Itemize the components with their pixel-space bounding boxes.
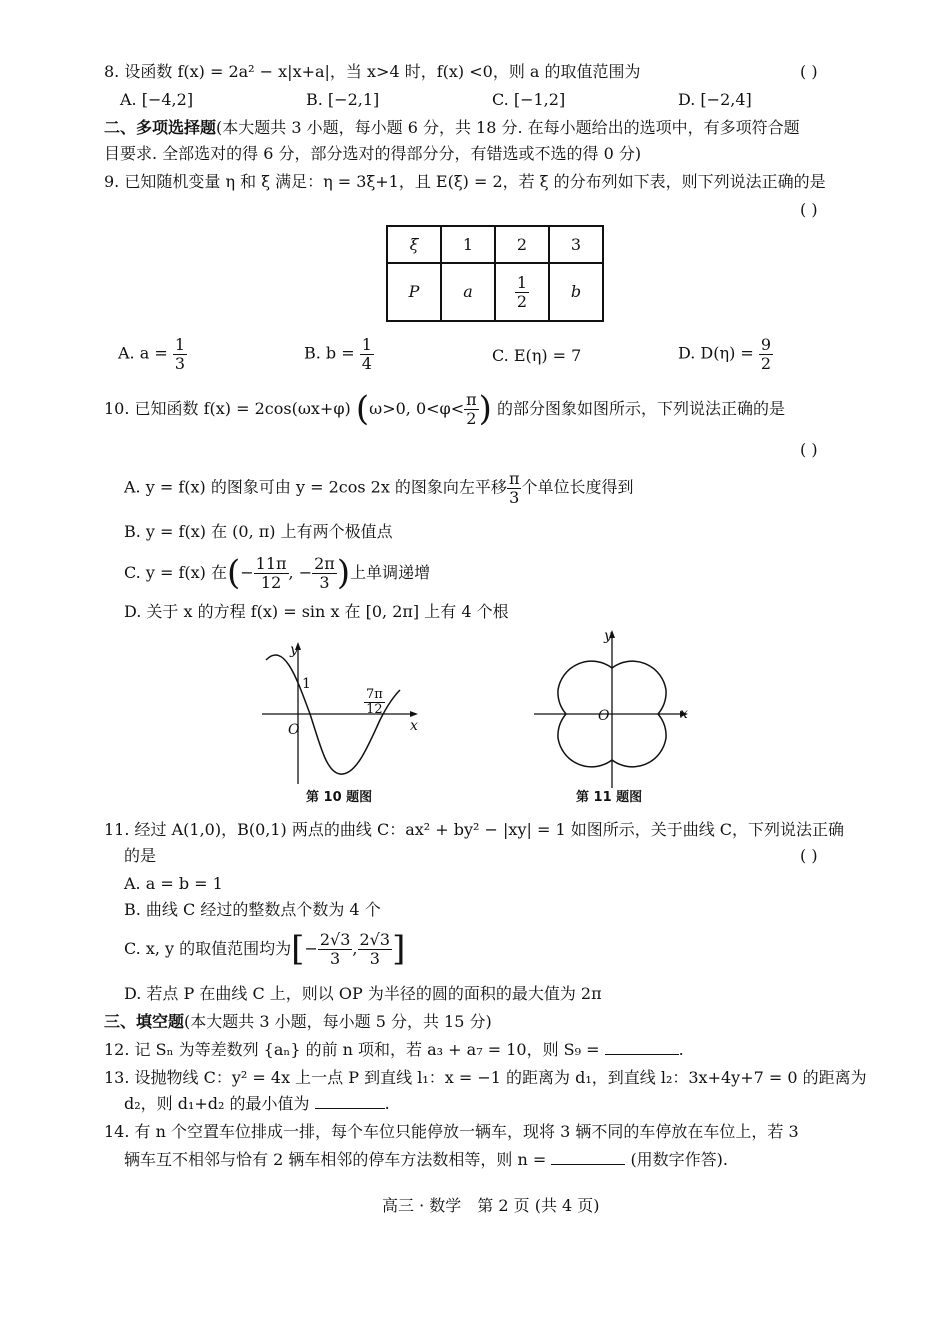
- q10-optC-d2: 3: [319, 572, 330, 592]
- fig11-caption: 第 11 题图: [576, 790, 643, 805]
- fig10-origin: O: [288, 722, 300, 738]
- table-header-3: 3: [549, 226, 603, 263]
- q10-stem: [104, 388, 785, 431]
- q10-stem-post: 的部分图象如图所示，下列说法正确的是: [497, 398, 786, 418]
- q11-optC-n1: 2√3: [319, 930, 351, 950]
- bracket-right: ]: [392, 929, 406, 969]
- bracket-left: [: [291, 929, 305, 969]
- q10-optA-pre: A. y = f(x) 的图象可由 y = 2cos 2x 的图象向左平移: [124, 477, 507, 497]
- figure-10-graph: [262, 642, 422, 792]
- figure-11-graph: [534, 628, 704, 788]
- q10-cond-pre: ω>0, 0<φ<: [369, 398, 465, 418]
- q9-stem: 9. 已知随机变量 η 和 ξ 满足：η = 3ξ+1，且 E(ξ) = 2，若 ξ 的分布列如下表，则下列说法正确的是: [104, 172, 826, 191]
- fig10-x-arrow: [410, 711, 418, 717]
- q9-optA-den: 3: [174, 353, 186, 373]
- table-cell-b: b: [549, 263, 603, 321]
- q14-answer-blank[interactable]: [551, 1164, 625, 1165]
- q14-line-2: [124, 1150, 728, 1170]
- q12-answer-blank[interactable]: [605, 1054, 679, 1055]
- page-footer: 高三 · 数学 第 2 页 (共 4 页): [382, 1196, 600, 1215]
- q10-optA-post: 个单位长度得到: [521, 477, 634, 497]
- half-den: 2: [516, 291, 528, 311]
- q14-line-2-post: (用数字作答).: [630, 1150, 729, 1169]
- fig11-y-label: y: [604, 628, 612, 644]
- q9-option-c: C. E(η) = 7: [492, 346, 582, 365]
- q9-option-d: [678, 336, 773, 372]
- q10-option-b: B. y = f(x) 在 (0, π) 上有两个极值点: [124, 522, 393, 541]
- q9-optB-num: 1: [361, 335, 372, 354]
- q11-option-a: A. a = b = 1: [124, 874, 223, 893]
- q9-optD-num: 9: [760, 335, 772, 354]
- q10-optC-n1: 11π: [255, 554, 287, 574]
- q13-answer-blank[interactable]: [315, 1108, 385, 1109]
- q8-option-d: D. [−2,4]: [678, 90, 752, 109]
- q11-optC-n2: 2√3: [359, 930, 391, 950]
- q14-line-2-pre: 辆车互不相邻与恰有 2 辆车相邻的停车方法数相等，则 n =: [124, 1150, 547, 1169]
- q8-option-a: A. [−4,2]: [120, 90, 194, 109]
- q9-answer-paren: ( ): [800, 200, 818, 219]
- table-cell-p: P: [387, 263, 441, 321]
- q13-line-2-text: d₂，则 d₁+d₂ 的最小值为: [124, 1094, 310, 1113]
- q12-text: 12. 记 Sₙ 为等差数列 {aₙ} 的前 n 项和，若 a₃ + a₇ = 10，则 S₉ =: [104, 1040, 600, 1059]
- fig11-origin: O: [598, 708, 610, 724]
- q10-optA-den: 3: [509, 487, 520, 507]
- fig10-tick: [364, 688, 385, 718]
- q13-line-2: [124, 1094, 390, 1114]
- paren-left: (: [355, 389, 370, 429]
- q11-optC-pre: C. x, y 的取值范围均为: [124, 938, 292, 958]
- q9-optA-pre: A. a =: [118, 343, 168, 363]
- q14-line-1: 14. 有 n 个空置车位排成一排，每个车位只能停放一辆车，现将 3 辆不同的车停放在车位上，若 3: [104, 1122, 799, 1141]
- q10-optC-d1: 12: [260, 572, 282, 592]
- q11-optC-d2: 3: [369, 948, 380, 968]
- q11-optC-d1: 3: [330, 948, 341, 968]
- q8-answer-paren: ( ): [800, 62, 818, 81]
- q10-optC-post: 上单调递增: [350, 562, 431, 582]
- q8-option-b: B. [−2,1]: [306, 90, 380, 109]
- q10-optC-n2: 2π: [314, 554, 335, 574]
- q11-stem-1: 11. 经过 A(1,0)，B(0,1) 两点的曲线 C：ax² + by² − |xy| = 1 如图所示，关于曲线 C，下列说法正确: [104, 820, 845, 839]
- q11-option-c: [124, 928, 405, 971]
- fig11-x-label: x: [680, 706, 688, 722]
- q9-optB-den: 4: [361, 353, 372, 373]
- q10-option-c: [124, 552, 430, 595]
- q10-option-a: [124, 470, 633, 506]
- fig10-x-label: x: [410, 718, 418, 734]
- section3-desc: (本大题共 3 小题，每小题 5 分，共 15 分): [184, 1012, 492, 1031]
- q10-cond-den: 2: [466, 408, 477, 428]
- q11-option-d: D. 若点 P 在曲线 C 上，则以 OP 为半径的圆的面积的最大值为 2π: [124, 984, 602, 1003]
- table-cell-half: [495, 263, 549, 321]
- table-header-1: 1: [441, 226, 495, 263]
- q13-line-1: 13. 设抛物线 C：y² = 4x 上一点 P 到直线 l₁：x = −1 的距离为 d₁，到直线 l₂：3x+4y+7 = 0 的距离为: [104, 1068, 867, 1087]
- section3-title: 三、填空题: [104, 1012, 185, 1031]
- paren-left: (: [226, 553, 241, 593]
- fig10-one-label: 1: [302, 676, 311, 692]
- q10-option-d: D. 关于 x 的方程 f(x) = sin x 在 [0, 2π] 上有 4 个根: [124, 602, 509, 621]
- q10-optC-comma: , −: [288, 562, 313, 582]
- q10-optA-num: π: [508, 469, 520, 488]
- section2-desc-1: (本大题共 3 小题，每小题 6 分，共 18 分. 在每小题给出的选项中，有多项符合题: [216, 118, 800, 137]
- q9-optD-den: 2: [760, 353, 772, 373]
- fig10-y-label: y: [290, 642, 298, 658]
- q11-optC-comma: ,: [352, 938, 358, 958]
- distribution-table: [386, 225, 604, 322]
- q9-option-b: [304, 336, 374, 372]
- section2-desc-2: 目要求. 全部选对的得 6 分，部分选对的得部分分，有错选或不选的得 0 分): [104, 144, 642, 163]
- half-num: 1: [516, 272, 528, 292]
- fig10-caption: 第 10 题图: [306, 790, 373, 805]
- q12-end: .: [678, 1040, 684, 1059]
- q9-optB-pre: B. b =: [304, 343, 355, 363]
- q9-option-a: [118, 336, 187, 372]
- table-header-2: 2: [495, 226, 549, 263]
- q10-answer-paren: ( ): [800, 440, 818, 459]
- table-header-xi: ξ: [387, 226, 441, 263]
- q11-answer-paren: ( ): [800, 846, 818, 865]
- q11-stem-2: 的是: [124, 846, 157, 865]
- q11-option-b: B. 曲线 C 经过的整数点个数为 4 个: [124, 900, 381, 919]
- table-cell-a: a: [441, 263, 495, 321]
- q11-optC-minus: −: [304, 938, 318, 958]
- section3-header: [104, 1012, 492, 1032]
- q10-stem-pre: 10. 已知函数 f(x) = 2cos(ωx+φ): [104, 398, 351, 418]
- q8-option-c: C. [−1,2]: [492, 90, 566, 109]
- q12: [104, 1040, 684, 1060]
- q10-optC-minus: −: [240, 562, 254, 582]
- fig10-tick-den: 12: [366, 702, 383, 718]
- q8-stem: 8. 设函数 f(x) = 2a² − x|x+a|，当 x>4 时，f(x) <0，则 a 的取值范围为: [104, 62, 641, 81]
- paren-right: ): [336, 553, 351, 593]
- q9-optD-pre: D. D(η) =: [678, 343, 754, 363]
- section2-title: 二、多项选择题: [104, 118, 217, 137]
- q10-cond-num: π: [466, 390, 477, 410]
- q10-optC-pre: C. y = f(x) 在: [124, 562, 227, 582]
- fig10-tick-num: 7π: [366, 687, 383, 702]
- q13-end: .: [384, 1094, 390, 1113]
- q9-optA-num: 1: [174, 335, 186, 354]
- paren-right: ): [478, 389, 492, 429]
- section2-header: [104, 118, 800, 138]
